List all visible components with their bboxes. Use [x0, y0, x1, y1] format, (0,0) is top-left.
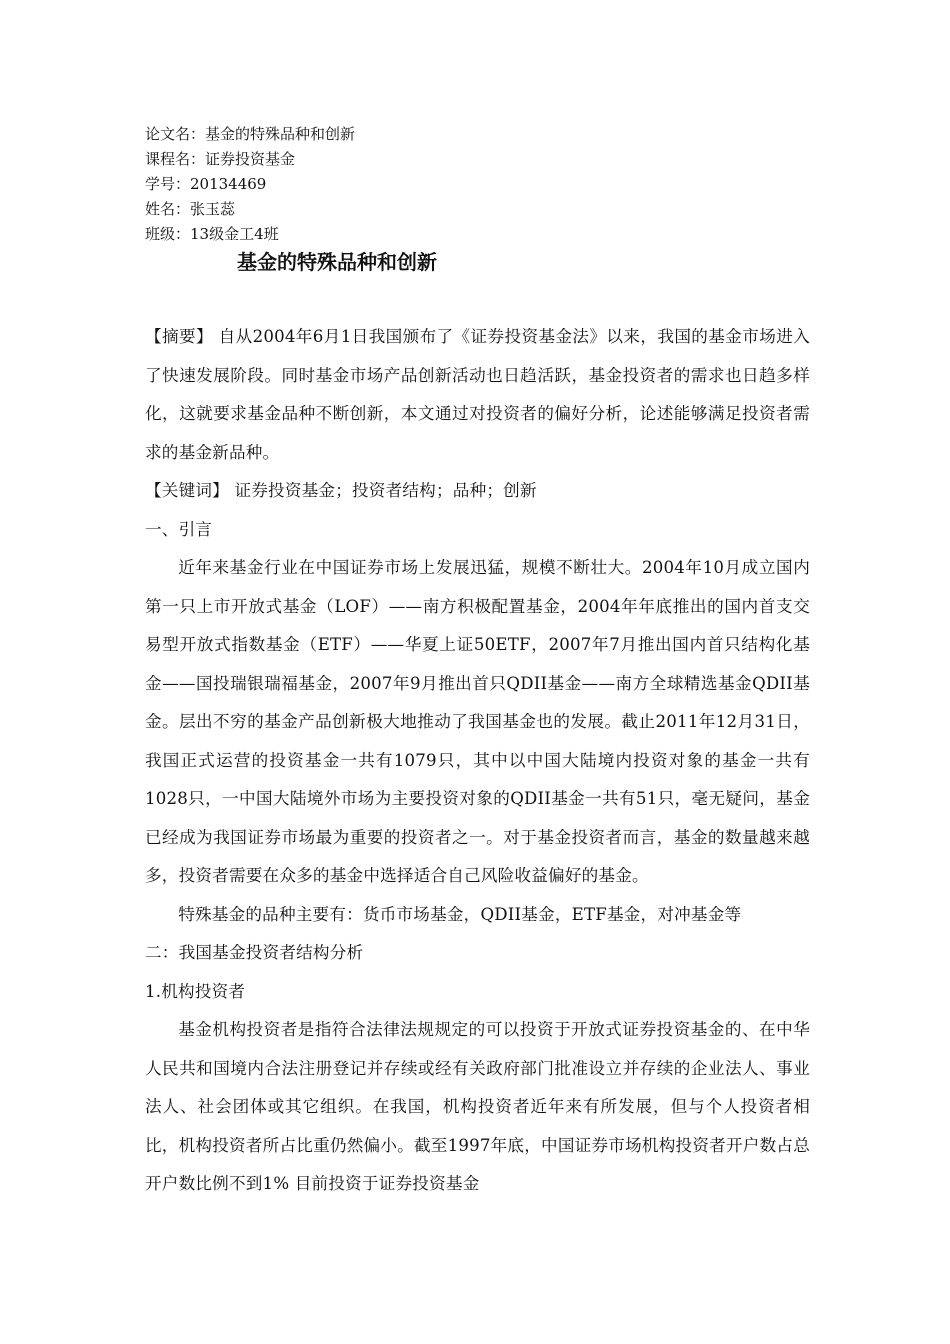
meta-course: 课程名：证券投资基金: [145, 150, 296, 168]
intro-heading: 一、引言: [145, 519, 213, 539]
meta-name: 姓名：张玉蕊: [145, 200, 236, 218]
abstract-paragraph: [145, 318, 810, 472]
document-page: [145, 122, 810, 1204]
meta-class: 班级：13级金工4班: [145, 225, 279, 243]
intro-paragraph-2: 特殊基金的品种主要有：货币市场基金，QDII基金，ETF基金，对冲基金等: [178, 904, 742, 924]
section-2-heading: 二：我国基金投资者结构分析: [145, 943, 364, 962]
keywords-text: 证券投资基金；投资者结构；品种；创新: [234, 481, 537, 500]
meta-paper-title: 论文名：基金的特殊品种和创新: [145, 125, 356, 143]
meta-block: [145, 122, 810, 247]
intro-paragraph-1: 近年来基金行业在中国证券市场上发展迅猛，规模不断壮大。2004年10月成立国内第一只上市开放式基金（LOF）——南方积极配置基金，2004年年底推出的国内首支交易型开放式指数基金（ETF）——华夏上证50ETF，2007年7月推出国内首只结构化基金——国投瑞银瑞福基金，2007年9月推出首只QDII基金——南方全球精选基金QDII基金。层出不穷的基金产品创新极大地推动了我国基金也的发展。截止2011年12月31日，我国正式运营的投资基金一共有1079只，其中以中国大陆境内投资对象的基金一共有1028只，一中国大陆境外市场为主要投资对象的QDII基金一共有51只，毫无疑问，基金已经成为我国证券市场最为重要的投资者之一。对于基金投资者而言，基金的数量越来越多，投资者需要在众多的基金中选择适合自己风险收益偏好的基金。: [145, 558, 810, 885]
keywords-line: [145, 472, 810, 511]
document-title: 基金的特殊品种和创新: [237, 250, 437, 274]
meta-student-id: 学号：20134469: [145, 175, 267, 193]
abstract-label: 【摘要】: [145, 327, 213, 346]
subsection-1-heading: 1.机构投资者: [145, 981, 246, 1001]
subsection-1-paragraph: 基金机构投资者是指符合法律法规规定的可以投资于开放式证券投资基金的、在中华人民共和国境内合法注册登记并存续或经有关政府部门批准设立并存续的企业法人、事业法人、社会团体或其它组织。在我国，机构投资者近年来有所发展，但与个人投资者相比，机构投资者所占比重仍然偏小。截至1997年底，中国证券市场机构投资者开户数占总开户数比例不到1% 目前投资于证券投资基金: [145, 1020, 810, 1193]
keywords-label: 【关键词】: [145, 481, 229, 500]
abstract-text: 自从2004年6月1日我国颁布了《证券投资基金法》以来，我国的基金市场进入了快速发展阶段。同时基金市场产品创新活动也日趋活跃，基金投资者的需求也日趋多样化，这就要求基金品种不断创新，本文通过对投资者的偏好分析，论述能够满足投资者需求的基金新品种。: [145, 327, 810, 462]
